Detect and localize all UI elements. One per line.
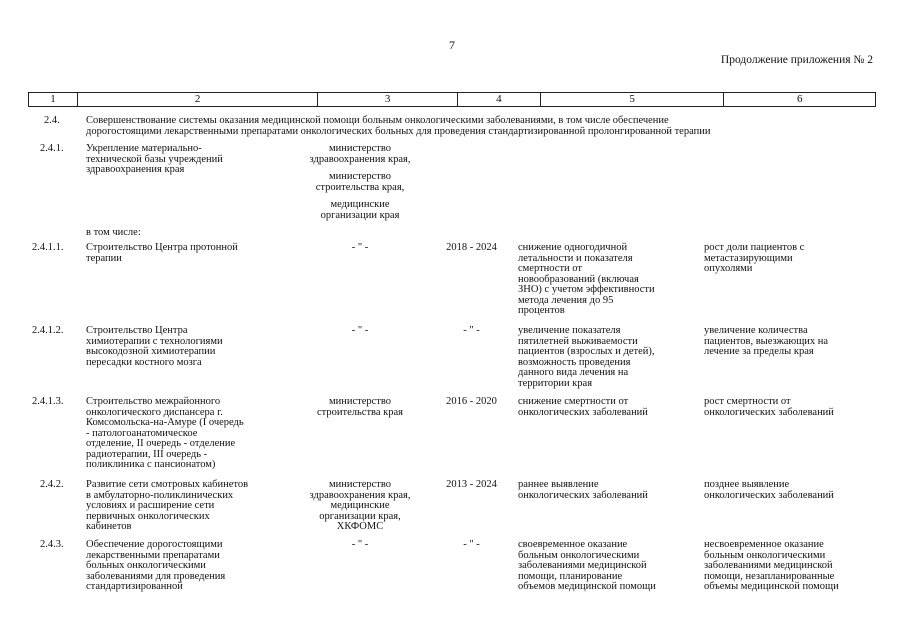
executor: медицинские организации края bbox=[320, 199, 400, 221]
period: - " - bbox=[463, 539, 480, 550]
row-number: 2.4.3. bbox=[40, 539, 64, 550]
executor: министерство строительства края bbox=[317, 396, 403, 418]
consequence: позднее выявление онкологических заболеваний bbox=[704, 479, 834, 501]
header-col-3: 3 bbox=[318, 93, 458, 106]
page-number: 7 bbox=[449, 38, 455, 52]
period: 2018 - 2024 bbox=[446, 242, 497, 253]
table-header bbox=[28, 92, 876, 107]
period: 2016 - 2020 bbox=[446, 396, 497, 407]
including-label: в том числе: bbox=[86, 227, 141, 238]
executor: - " - bbox=[351, 539, 369, 550]
expected-effect: раннее выявление онкологических заболеваний bbox=[518, 479, 648, 501]
expected-effect: увеличение показателя пятилетней выживаемости пациентов (взрослых и детей), возможность проведения данного вида лечения на территории края bbox=[518, 325, 655, 389]
row-number: 2.4. bbox=[44, 115, 60, 126]
header-col-6: 6 bbox=[796, 93, 803, 105]
row-number: 2.4.2. bbox=[40, 479, 64, 490]
executor: министерство здравоохранения края, bbox=[309, 143, 411, 165]
expected-effect: снижение одногодичной летальности и показателя смертности от новообразований (включая ЗНО) с учетом эффективности метода лечения до 95 процентов bbox=[518, 242, 655, 316]
executor: - " - bbox=[351, 242, 369, 253]
header-col-2: 2 bbox=[78, 93, 318, 106]
period: 2013 - 2024 bbox=[446, 479, 497, 490]
section-title: Совершенствование системы оказания медицинской помощи больным онкологическими заболеваниями, в том числе обеспечение дорогостоящими лекарственными препаратами онкологических больных для проведения стандартизированной пролонгированной терапии bbox=[86, 115, 711, 137]
expected-effect: снижение смертности от онкологических заболеваний bbox=[518, 396, 648, 418]
row-number: 2.4.1. bbox=[40, 143, 64, 154]
consequence: рост смертности от онкологических заболеваний bbox=[704, 396, 834, 418]
header-col-1: 1 bbox=[29, 93, 78, 106]
expected-effect: своевременное оказание больным онкологическими заболеваниями медицинской помощи, планирование объемов медицинской помощи bbox=[518, 539, 656, 592]
consequence: несвоевременное оказание больным онкологическими заболеваниями медицинской помощи, незапланированные объемы медицинской помощи bbox=[704, 539, 839, 592]
measure-name: Строительство межрайонного онкологического диспансера г. Комсомольска-на-Амуре (I очередь - патологоанатомическое отделение, II очередь - отделение радиотерапии, III очередь - поликлиника с пансионатом) bbox=[86, 396, 244, 470]
row-number: 2.4.1.1. bbox=[32, 242, 64, 253]
row-number: 2.4.1.2. bbox=[32, 325, 64, 336]
measure-name: Строительство Центра химиотерапии с технологиями высокодозной химиотерапии пересадки костного мозга bbox=[86, 325, 223, 368]
consequence: рост доли пациентов с метастазирующими опухолями bbox=[704, 242, 805, 274]
executor: министерство строительства края, bbox=[315, 171, 405, 193]
executor: министерство здравоохранения края, медицинские организации края, ХКФОМС bbox=[309, 479, 411, 532]
measure-name: Обеспечение дорогостоящими лекарственными препаратами больных онкологическими заболеваниями для проведения стандартизированной bbox=[86, 539, 226, 592]
header-col-4: 4 bbox=[458, 93, 541, 106]
period: - " - bbox=[463, 325, 480, 336]
executor: - " - bbox=[351, 325, 369, 336]
consequence: увеличение количества пациентов, выезжающих на лечение за пределы края bbox=[704, 325, 829, 357]
measure-name: Развитие сети смотровых кабинетов в амбулаторно-поликлинических условиях и расширение сети первичных онкологических кабинетов bbox=[86, 479, 249, 532]
appendix-note: Продолжение приложения № 2 bbox=[720, 54, 873, 66]
measure-name: Укрепление материально- технической базы учреждений здравоохранения края bbox=[86, 143, 223, 175]
measure-name: Строительство Центра протонной терапии bbox=[86, 242, 238, 264]
header-col-5: 5 bbox=[541, 93, 725, 106]
row-number: 2.4.1.3. bbox=[32, 396, 64, 407]
